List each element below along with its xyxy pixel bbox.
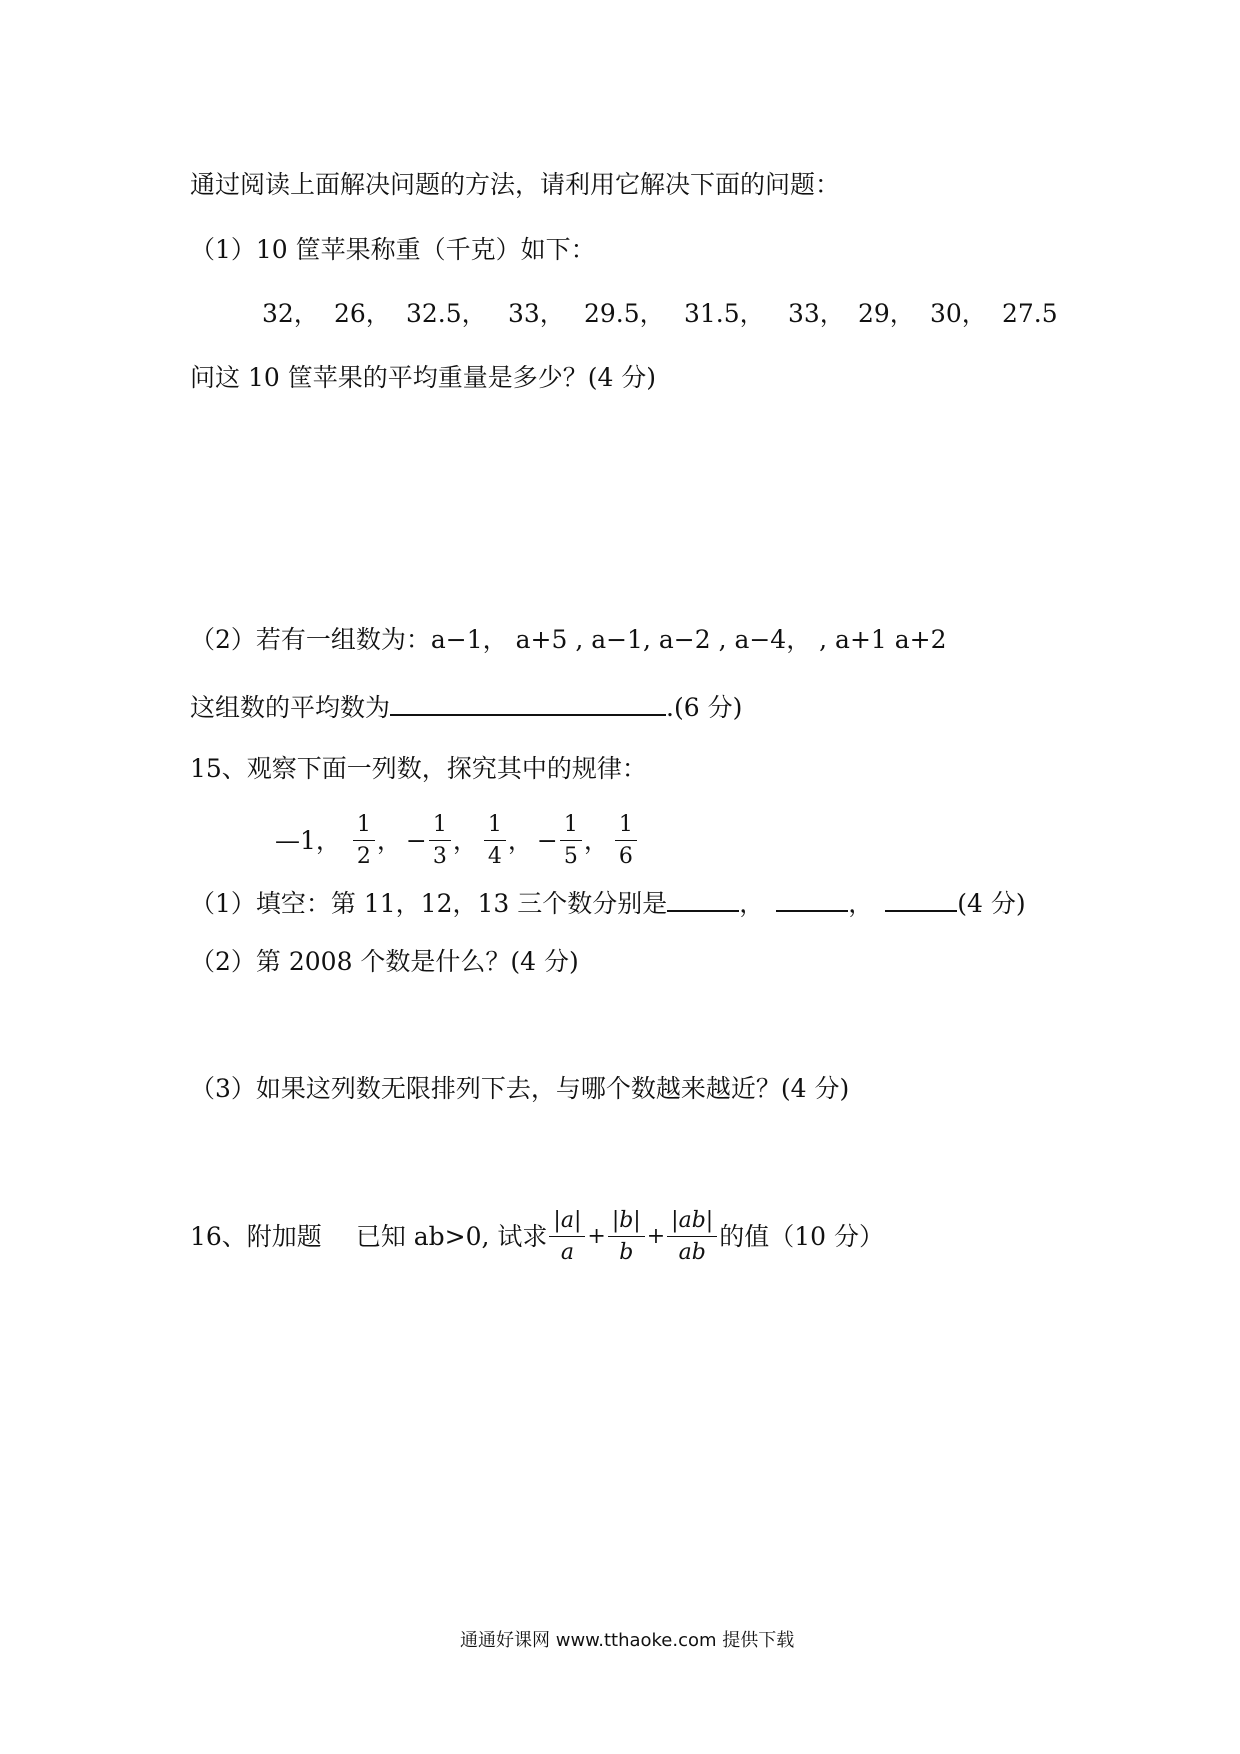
sequence-first-term: —1， [275, 826, 341, 856]
answer-blank-12[interactable] [776, 886, 848, 912]
q1-value: 33， [508, 299, 565, 328]
blank-separator: ， [739, 889, 765, 918]
denominator: a [560, 1240, 574, 1266]
plus-sign: + [646, 1223, 666, 1249]
q1-value: 31.5， [684, 299, 765, 328]
term-separator: ， [507, 826, 533, 856]
numerator: 1 [353, 812, 375, 841]
q15-title: 15、观察下面一列数，探究其中的规律： [190, 754, 647, 783]
q2-prompt-line [190, 690, 742, 720]
numerator: |a| [549, 1208, 585, 1237]
term-sign: − [405, 826, 427, 856]
answer-blank-13[interactable] [885, 886, 957, 912]
sequence-term [482, 812, 533, 870]
term-fraction [484, 812, 506, 870]
denominator: 6 [618, 844, 633, 870]
q16-label: 16、附加题 [190, 1222, 322, 1252]
q1-value: 26， [334, 299, 391, 328]
plus-sign: + [587, 1223, 606, 1249]
q2-prompt: 这组数的平均数为 [190, 693, 391, 722]
denominator: 5 [563, 844, 578, 870]
q1-value: 27.5 [1002, 299, 1058, 328]
q15-sequence [275, 812, 639, 870]
numerator: |b| [608, 1208, 645, 1237]
blank-separator: ， [848, 889, 874, 918]
term-fraction [615, 812, 637, 870]
q1-question: 问这 10 筐苹果的平均重量是多少？(4 分) [190, 363, 657, 392]
q1-value: 29， [858, 299, 915, 328]
q1-title: （1）10 筐苹果称重（千克）如下： [190, 235, 596, 264]
q16-line [190, 1208, 884, 1266]
q15-part1 [190, 886, 1026, 916]
q16-condition: 已知 ab>0, 试求 [355, 1222, 548, 1252]
q1-value: 30， [930, 299, 987, 328]
numerator: |ab| [667, 1208, 717, 1237]
q15-part1-score: (4 分) [957, 889, 1026, 918]
sequence-term [406, 812, 478, 870]
term-fraction [353, 812, 375, 870]
denominator: ab [678, 1240, 706, 1266]
q15-part3: （3）如果这列数无限排列下去，与哪个数越来越近？(4 分) [190, 1074, 850, 1103]
q1-value: 33， [788, 299, 845, 328]
term-separator: ， [376, 826, 402, 856]
denominator: 3 [432, 844, 447, 870]
denominator: 2 [356, 844, 371, 870]
term-fraction [429, 812, 451, 870]
fraction-abs-b-over-b [608, 1208, 645, 1266]
numerator: 1 [560, 812, 582, 841]
q15-part1-label: （1）填空：第 11，12，13 三个数分别是 [190, 889, 668, 918]
term-separator: ， [583, 826, 609, 856]
numerator: 1 [429, 812, 451, 841]
q16-suffix: 的值（10 分） [719, 1222, 884, 1252]
term-separator: ， [452, 826, 478, 856]
q1-value: 32， [262, 299, 319, 328]
q15-part2: （2）第 2008 个数是什么？(4 分) [190, 947, 579, 976]
sequence-term [537, 812, 609, 870]
q1-values [262, 301, 1058, 326]
q1-value: 32.5， [406, 299, 487, 328]
sequence-term [613, 812, 639, 870]
q2-answer-blank[interactable] [390, 690, 666, 716]
term-sign: − [536, 826, 558, 856]
q1-value: 29.5， [584, 299, 665, 328]
term-fraction [560, 812, 582, 870]
answer-blank-11[interactable] [667, 886, 739, 912]
sequence-term [351, 812, 402, 870]
numerator: 1 [484, 812, 506, 841]
denominator: b [619, 1240, 634, 1266]
denominator: 4 [487, 844, 502, 870]
fraction-abs-a-over-a [549, 1208, 585, 1266]
numerator: 1 [615, 812, 637, 841]
fraction-abs-ab-over-ab [667, 1208, 717, 1266]
intro-text: 通过阅读上面解决问题的方法，请利用它解决下面的问题： [190, 170, 841, 199]
q2-score: .(6 分) [666, 693, 743, 722]
page-footer: 通通好课网 www.tthaoke.com 提供下载 [460, 1630, 795, 1651]
q2-title: （2）若有一组数为：a−1， a+5 , a−1, a−2 , a−4， , a+1 a+2 [190, 625, 947, 654]
